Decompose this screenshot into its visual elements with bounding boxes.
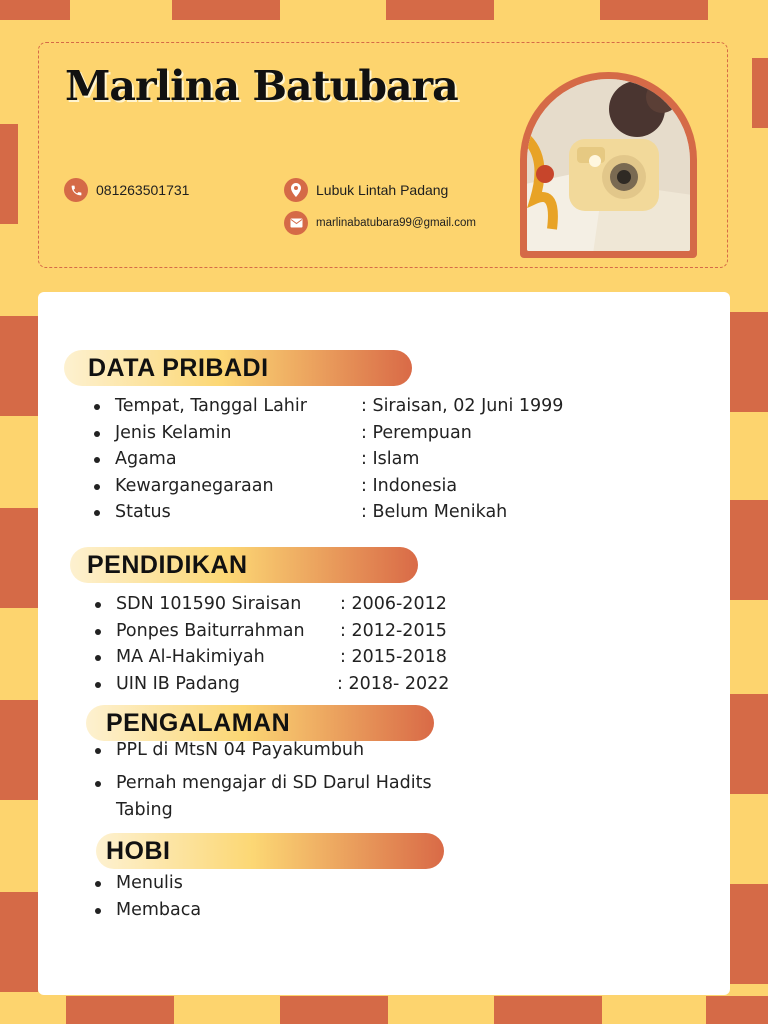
list-item: [115, 449, 420, 469]
item-value: : Belum Menikah: [361, 502, 508, 522]
resume-name: Marlina Batubara: [65, 62, 458, 110]
item-text: Pernah mengajar di SD Darul Hadits: [116, 773, 432, 793]
mail-icon: [284, 211, 308, 235]
location-pin-icon: [284, 178, 308, 202]
item-text: Membaca: [116, 900, 202, 920]
item-label: UIN IB Padang: [116, 674, 240, 694]
bullet: [95, 629, 101, 635]
item-value: : Islam: [361, 449, 420, 469]
list-item: [116, 773, 432, 793]
item-label: Kewarganegaraan: [115, 476, 274, 496]
item-label: Tempat, Tanggal Lahir: [115, 396, 307, 416]
contact-address: [284, 178, 448, 202]
section-header-data-pribadi: [64, 350, 412, 386]
item-label: MA Al-Hakimiyah: [116, 647, 265, 667]
section-title: PENDIDIKAN: [87, 550, 248, 579]
section-title: PENGALAMAN: [106, 708, 291, 737]
item-value: : Siraisan, 02 Juni 1999: [361, 396, 564, 416]
bullet: [94, 431, 100, 437]
item-label: Status: [115, 502, 171, 522]
bullet: [95, 602, 101, 608]
list-item: [116, 621, 447, 641]
list-item: [115, 476, 458, 496]
section-title: HOBI: [106, 836, 171, 865]
address-text: Lubuk Lintah Padang: [316, 182, 449, 198]
email-address: marlinabatubara99@gmail.com: [316, 217, 476, 229]
item-label: SDN 101590 Siraisan: [116, 594, 302, 614]
item-label: Agama: [115, 449, 177, 469]
bullet: [95, 682, 101, 688]
phone-icon: [64, 178, 88, 202]
list-item: [116, 647, 447, 667]
bullet: [94, 404, 100, 410]
bullet: [95, 655, 101, 661]
bullet: [94, 457, 100, 463]
item-value: : 2012-2015: [340, 621, 447, 641]
item-label: Jenis Kelamin: [115, 423, 232, 443]
item-value: : Indonesia: [361, 476, 458, 496]
list-item: [116, 740, 364, 760]
phone-number: 081263501731: [96, 182, 190, 198]
list-item-continuation: [116, 800, 173, 820]
contact-phone: [64, 178, 189, 202]
profile-photo-frame: [520, 72, 697, 258]
item-value: : 2006-2012: [340, 594, 447, 614]
item-value: : 2015-2018: [340, 647, 447, 667]
section-header-pendidikan: [70, 547, 418, 583]
bullet: [95, 908, 101, 914]
profile-photo: [527, 79, 690, 251]
list-item: [116, 900, 201, 920]
section-header-pengalaman: [86, 705, 434, 741]
item-label: Ponpes Baiturrahman: [116, 621, 305, 641]
item-text: Tabing: [116, 800, 173, 820]
list-item: [116, 873, 183, 893]
bullet: [94, 510, 100, 516]
section-title: DATA PRIBADI: [88, 353, 269, 382]
list-item: [115, 396, 564, 416]
item-text: Menulis: [116, 873, 183, 893]
item-value: : 2018- 2022: [337, 674, 450, 694]
list-item: [116, 594, 447, 614]
contact-email: [284, 211, 476, 235]
item-value: : Perempuan: [361, 423, 472, 443]
bullet: [94, 484, 100, 490]
list-item: [115, 423, 472, 443]
bullet: [95, 781, 101, 787]
list-item: [115, 502, 508, 522]
item-text: PPL di MtsN 04 Payakumbuh: [116, 740, 365, 760]
bullet: [95, 748, 101, 754]
bullet: [95, 881, 101, 887]
section-header-hobi: [96, 833, 444, 869]
list-item: [116, 674, 450, 694]
